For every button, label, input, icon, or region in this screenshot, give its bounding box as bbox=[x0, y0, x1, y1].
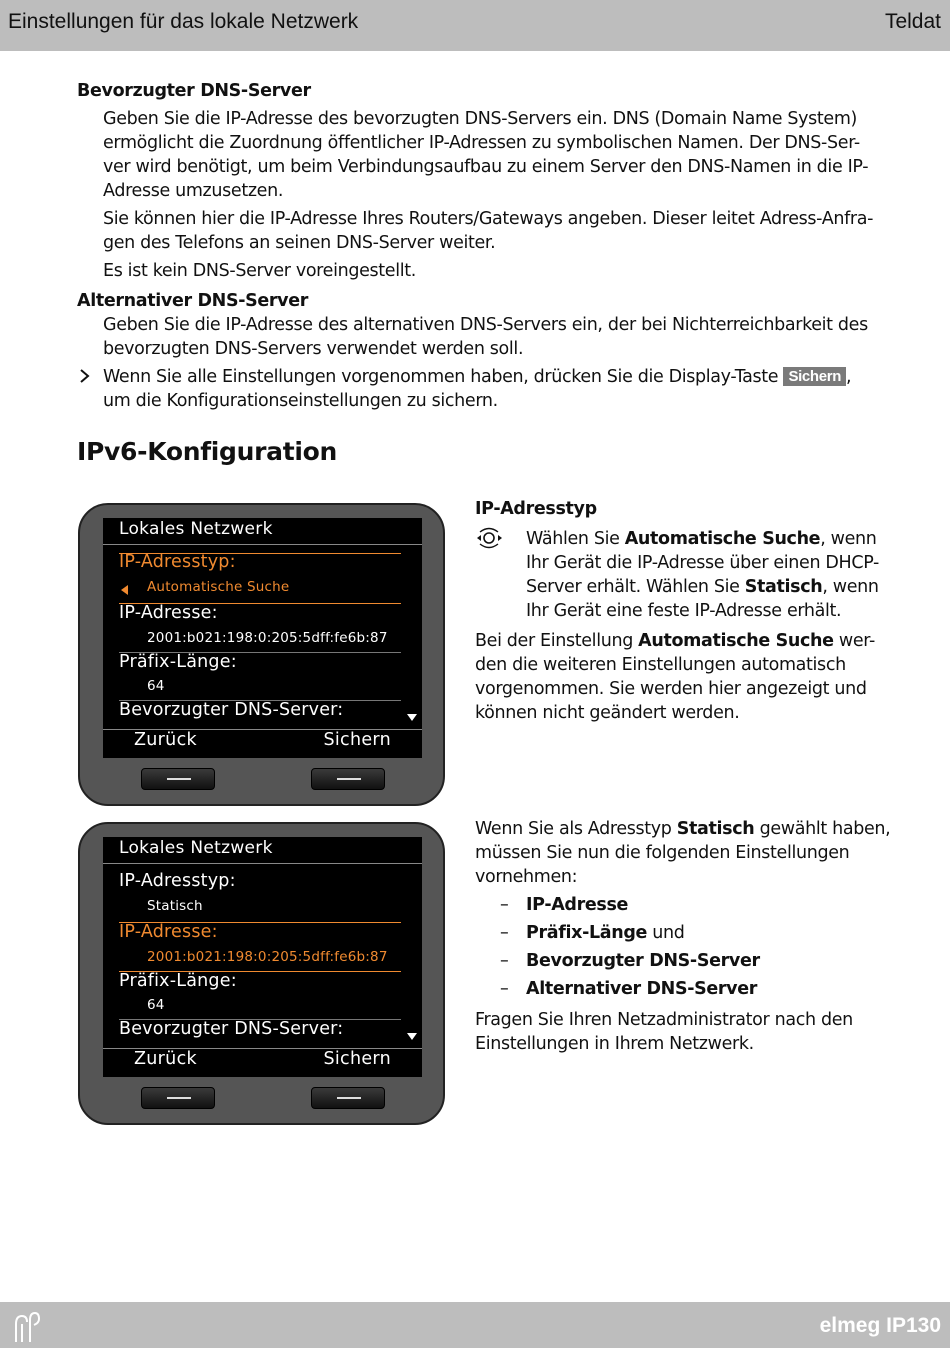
text-span: Bei der Einstellung bbox=[475, 631, 639, 651]
addr-type-line2: Ihr Gerät die IP-Adresse über einen DHCP- bbox=[526, 553, 880, 573]
addr-type-p2-line3: vorgenommen. Sie werden hier angezeigt und bbox=[475, 679, 867, 699]
ip-addresstype-label[interactable]: IP-Adresstyp: bbox=[119, 552, 236, 572]
text-span: , wenn bbox=[820, 529, 877, 549]
title-divider bbox=[103, 863, 422, 864]
addr-type-p2-line4: können nicht geändert werden. bbox=[475, 703, 740, 723]
phone-display-automatic bbox=[78, 503, 445, 806]
arrow-bullet-icon bbox=[80, 369, 90, 383]
softkey-sichern[interactable]: Sichern bbox=[323, 1049, 391, 1069]
dns-preferred-p1-l3: ver wird benötigt, um beim Verbindungsaufbau zu einem Server den DNS-Namen in die IP- bbox=[103, 157, 869, 177]
navigation-key-icon bbox=[475, 526, 505, 550]
addr-type-heading: IP-Adresstyp bbox=[475, 499, 597, 519]
text-span: Wählen Sie bbox=[526, 529, 625, 549]
ip-address-value[interactable]: 2001:b021:198:0:205:5dff:fe6b:87 bbox=[147, 949, 388, 965]
instruction-comma: , bbox=[846, 367, 852, 387]
phone-display-static bbox=[78, 822, 445, 1125]
list-item bbox=[526, 921, 685, 945]
text-span: und bbox=[647, 923, 685, 943]
prefix-length-value: 64 bbox=[147, 997, 165, 1013]
text-span: gewählt haben, bbox=[754, 819, 891, 839]
addr-type-line3 bbox=[526, 575, 879, 599]
dns-preferred-p2-l2: gen des Telefons an seinen DNS-Server weiter. bbox=[103, 233, 496, 253]
bold-span: IP-Adresse bbox=[526, 895, 629, 915]
right-hardware-key[interactable] bbox=[311, 1087, 385, 1109]
static-closing-line2: Einstellungen in Ihrem Netzwerk. bbox=[475, 1034, 754, 1054]
dns-preferred-p1-l2: ermöglicht die Zuordnung öffentlicher IP-Adressen zu symbolischen Namen. Der DNS-Ser- bbox=[103, 133, 860, 153]
scroll-down-icon bbox=[407, 1033, 417, 1040]
list-item bbox=[526, 949, 760, 973]
softkey-zurueck[interactable]: Zurück bbox=[134, 730, 197, 750]
page-header bbox=[0, 0, 950, 51]
static-closing-line1: Fragen Sie Ihren Netzadministrator nach den bbox=[475, 1010, 853, 1030]
addr-type-p2-line1 bbox=[475, 629, 875, 653]
addr-type-p2-line2: den die weiteren Einstellungen automatisch bbox=[475, 655, 846, 675]
list-dash: – bbox=[500, 923, 509, 943]
dns-preferred-p2-l1: Sie können hier die IP-Adresse Ihres Routers/Gateways angeben. Dieser leitet Adress-Anfra- bbox=[103, 209, 874, 229]
instruction-line1 bbox=[103, 365, 851, 389]
left-arrow-icon bbox=[121, 585, 128, 595]
bold-span: Bevorzugter DNS-Server bbox=[526, 951, 760, 971]
phone-screen bbox=[103, 518, 422, 758]
brand-logo-icon bbox=[12, 1310, 40, 1344]
right-hardware-key[interactable] bbox=[311, 768, 385, 790]
page-footer bbox=[0, 1302, 950, 1348]
static-line1 bbox=[475, 817, 890, 841]
ip-address-label[interactable]: IP-Adresse: bbox=[119, 603, 218, 623]
bold-span: Statisch bbox=[744, 577, 823, 597]
addr-type-line1 bbox=[526, 527, 877, 551]
product-name: elmeg IP130 bbox=[819, 1314, 941, 1337]
dns-preferred-p1-l1: Geben Sie die IP-Adresse des bevorzugten DNS-Servers ein. DNS (Domain Name System) bbox=[103, 109, 857, 129]
instruction-line2: um die Konfigurationseinstellungen zu sichern. bbox=[103, 391, 498, 411]
static-line2: müssen Sie nun die folgenden Einstellungen bbox=[475, 843, 850, 863]
dns-alternative-p1-l1: Geben Sie die IP-Adresse des alternativen DNS-Servers ein, der bei Nichterreichbarkeit des bbox=[103, 315, 868, 335]
instruction-text: Wenn Sie alle Einstellungen vorgenommen haben, drücken Sie die Display-Taste bbox=[103, 367, 779, 387]
dns-preferred-heading: Bevorzugter DNS-Server bbox=[77, 81, 311, 101]
ip-address-value: 2001:b021:198:0:205:5dff:fe6b:87 bbox=[147, 630, 388, 646]
softkey-zurueck[interactable]: Zurück bbox=[134, 1049, 197, 1069]
prefix-length-label[interactable]: Präfix-Länge: bbox=[119, 971, 237, 991]
preferred-dns-label[interactable]: Bevorzugter DNS-Server: bbox=[119, 1019, 344, 1039]
screen-title: Lokales Netzwerk bbox=[119, 519, 273, 539]
dns-alternative-p1-l2: bevorzugten DNS-Servers verwendet werden soll. bbox=[103, 339, 524, 359]
sichern-softkey-label: Sichern bbox=[783, 367, 846, 386]
section-title: Einstellungen für das lokale Netzwerk bbox=[8, 10, 359, 33]
text-span: Wenn Sie als Adresstyp bbox=[475, 819, 677, 839]
left-hardware-key[interactable] bbox=[141, 1087, 215, 1109]
list-item bbox=[526, 977, 757, 1001]
scroll-down-icon bbox=[407, 714, 417, 721]
screen-title: Lokales Netzwerk bbox=[119, 838, 273, 858]
ipv6-section-heading: IPv6-Konfiguration bbox=[77, 437, 338, 466]
dns-alternative-heading: Alternativer DNS-Server bbox=[77, 291, 309, 311]
text-span: Server erhält. Wählen Sie bbox=[526, 577, 745, 597]
ip-addresstype-value[interactable]: Automatische Suche bbox=[147, 579, 290, 595]
left-hardware-key[interactable] bbox=[141, 768, 215, 790]
prefix-length-label[interactable]: Präfix-Länge: bbox=[119, 652, 237, 672]
addr-type-line4: Ihr Gerät eine feste IP-Adresse erhält. bbox=[526, 601, 842, 621]
bold-span: Statisch bbox=[676, 819, 755, 839]
list-item bbox=[526, 893, 628, 917]
bold-span: Automatische Suche bbox=[638, 631, 834, 651]
ip-address-label[interactable]: IP-Adresse: bbox=[119, 922, 218, 942]
dns-preferred-p3: Es ist kein DNS-Server voreingestellt. bbox=[103, 261, 416, 281]
brand-name: Teldat bbox=[884, 10, 941, 33]
text-span: wer- bbox=[833, 631, 875, 651]
list-dash: – bbox=[500, 951, 509, 971]
static-line3: vornehmen: bbox=[475, 867, 578, 887]
ip-addresstype-label[interactable]: IP-Adresstyp: bbox=[119, 871, 236, 891]
softkey-sichern[interactable]: Sichern bbox=[323, 730, 391, 750]
text-span: , wenn bbox=[822, 577, 879, 597]
title-divider bbox=[103, 544, 422, 545]
bold-span: Präfix-Länge bbox=[526, 923, 648, 943]
bold-span: Automatische Suche bbox=[624, 529, 821, 549]
bold-span: Alternativer DNS-Server bbox=[526, 979, 758, 999]
dns-preferred-p1-l4: Adresse umzusetzen. bbox=[103, 181, 284, 201]
list-dash: – bbox=[500, 895, 509, 915]
prefix-length-value: 64 bbox=[147, 678, 165, 694]
ip-addresstype-value: Statisch bbox=[147, 898, 203, 914]
list-dash: – bbox=[500, 979, 509, 999]
phone-screen bbox=[103, 837, 422, 1077]
preferred-dns-label[interactable]: Bevorzugter DNS-Server: bbox=[119, 700, 344, 720]
